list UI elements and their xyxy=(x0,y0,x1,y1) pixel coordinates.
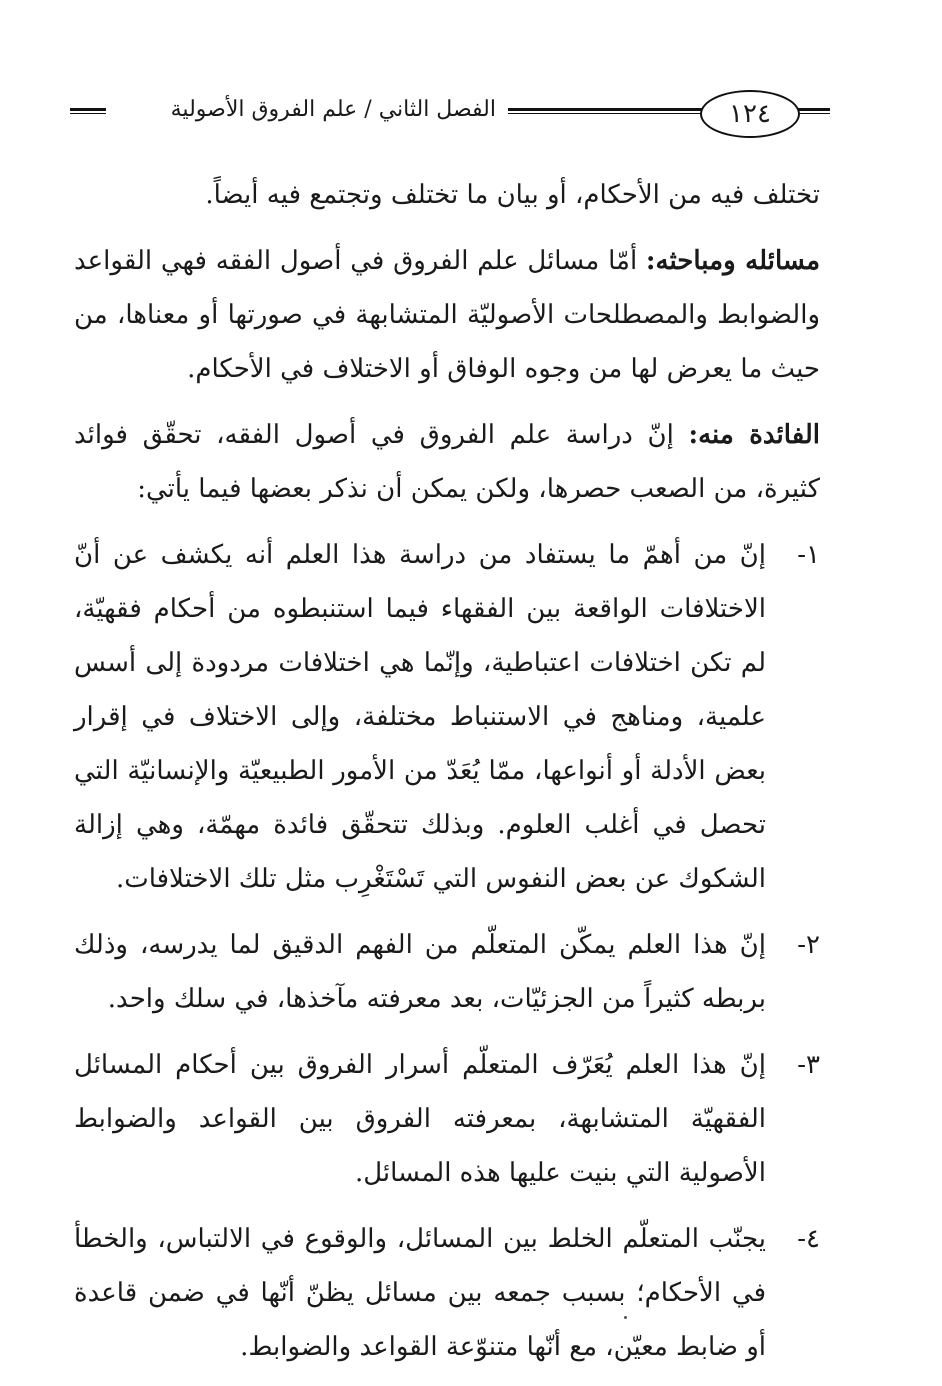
list-item xyxy=(74,528,820,906)
intro-text: تختلف فيه من الأحكام، أو بيان ما تختلف وتجتمع فيه أيضاً. xyxy=(205,180,820,210)
benefit-text: إنّ دراسة علم الفروق في أصول الفقه، تحقّق فوائد كثيرة، من الصعب حصرها، ولكن يمكن أن نذكر بعضها فيما يأتي: xyxy=(74,420,820,504)
list-item-number: ٣- xyxy=(797,1050,820,1080)
issues-heading: مسائله ومباحثه: xyxy=(645,246,820,276)
header-rule-middle xyxy=(508,108,702,114)
issues-paragraph xyxy=(74,234,820,396)
page-number: ١٢٤ xyxy=(700,90,800,138)
page-header xyxy=(70,90,830,150)
page-body xyxy=(74,168,820,1386)
header-rule-left xyxy=(70,108,106,114)
benefit-paragraph xyxy=(74,408,820,516)
scan-speck xyxy=(624,1316,627,1319)
list-item-text: إنّ هذا العلم يُعَرّف المتعلّم أسرار الفروق بين أحكام المسائل الفقهيّة المتشابهة، بمعرفته الفروق بين القواعد والضوابط الأصولية التي بنيت عليها هذه المسائل. xyxy=(74,1050,766,1188)
header-rule-right xyxy=(798,108,830,114)
intro-paragraph xyxy=(74,168,820,222)
list-item-text: إنّ هذا العلم يمكّن المتعلّم من الفهم الدقيق لما يدرسه، وذلك بربطه كثيراً من الجزئيّات، بعد معرفته مآخذها، في سلك واحد. xyxy=(74,930,766,1014)
benefit-heading: الفائدة منه: xyxy=(688,420,821,450)
issues-text: أمّا مسائل علم الفروق في أصول الفقه فهي القواعد والضوابط والمصطلحات الأصوليّة المتشابهة في صورتها أو معناها، من حيث ما يعرض لها من وجوه الوفاق أو الاختلاف في الأحكام. xyxy=(74,246,820,384)
list-item xyxy=(74,918,820,1026)
list-item xyxy=(74,1038,820,1200)
chapter-title: الفصل الثاني / علم الفروق الأصولية xyxy=(170,97,496,122)
list-item xyxy=(74,1212,820,1374)
list-item-number: ٢- xyxy=(797,930,820,960)
list-item-text: يجنّب المتعلّم الخلط بين المسائل، والوقوع في الالتباس، والخطأ في الأحكام؛ بسبب جمعه بين مسائل يظنّ أنّها في ضمن قاعدة أو ضابط معيّن، مع أنّها متنوّعة القواعد والضوابط. xyxy=(74,1224,766,1362)
list-item-text: إنّ من أهمّ ما يستفاد من دراسة هذا العلم أنه يكشف عن أنّ الاختلافات الواقعة بين الفقهاء فيما استنبطوه من أحكام فقهيّة، لم تكن اختلافات اعتباطية، وإنّما هي اختلافات مردودة إلى أسس علمية، ومناهج في الاستنباط مختلفة، وإلى الاختلاف في إقرار بعض الأدلة أو أنواعها، ممّا يُعَدّ من الأمور الطبيعيّة والإنسانيّة التي تحصل في أغلب العلوم. وبذلك تتحقّق فائدة مهمّة، وهي إزالة الشكوك عن بعض النفوس التي تَسْتَغْرِب مثل تلك الاختلافات. xyxy=(74,540,767,894)
list-item-number: ١- xyxy=(797,540,820,570)
list-item-number: ٤- xyxy=(797,1224,820,1254)
